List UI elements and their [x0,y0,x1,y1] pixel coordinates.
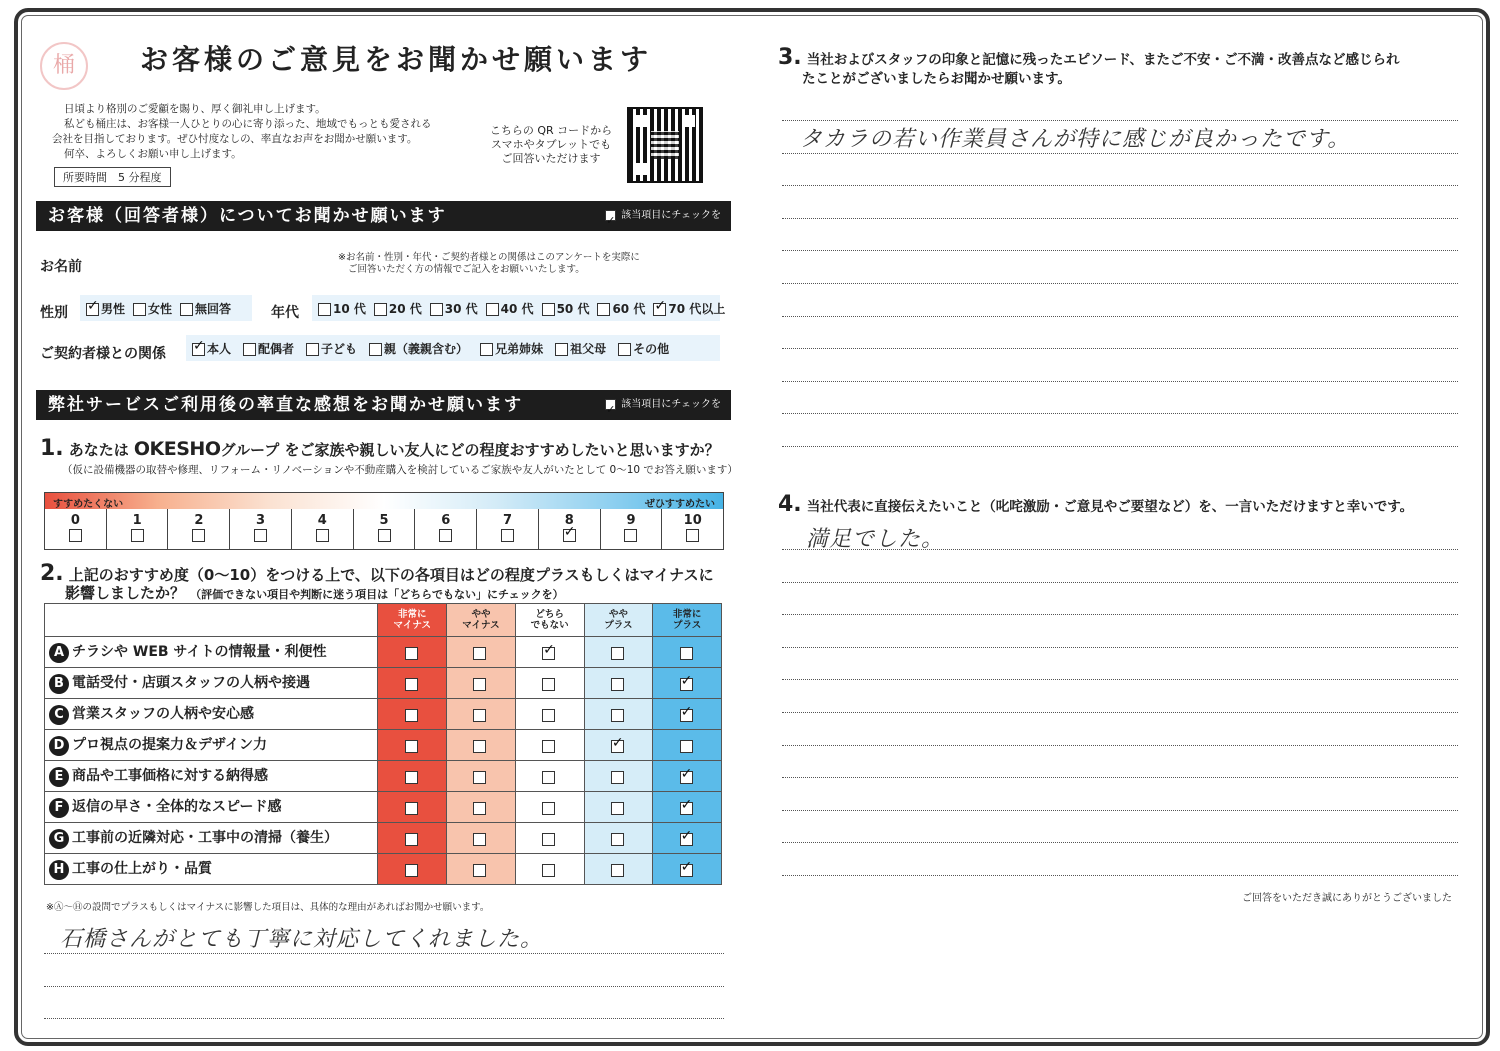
checkbox[interactable] [611,833,624,846]
scale-low-label: すすめたくない [53,499,124,510]
q1-text-post: グループ をご家族や親しい友人にどの程度おすすめしたいと思いますか？ [220,441,720,459]
checkbox[interactable] [69,529,82,542]
rating-cell[interactable] [515,854,584,885]
name-note-line: ご回答いただく方の情報でご記入をお願いいたします。 [348,264,585,275]
rating-cell[interactable] [653,730,722,761]
checkbox[interactable] [680,647,693,660]
matrix-row [45,761,722,792]
qr-caption-line: スマホやタブレットでも [490,138,612,151]
answer-line [782,250,1458,251]
intro-line: 私ども桶庄は、お客様一人ひとりの心に寄り添った、地域でもっとも愛される [64,118,432,130]
option-label: 子ども [321,341,358,356]
scale-number: 5 [379,513,389,528]
checkbox[interactable] [131,529,144,542]
relation-option[interactable] [369,340,468,357]
col-header-line: やや [471,609,491,620]
checkbox[interactable] [542,740,555,753]
answer-line [782,348,1458,349]
col-header [653,604,722,637]
scale-option[interactable] [107,509,169,549]
answer-line [782,810,1458,811]
scale-option[interactable] [539,509,601,549]
scale-number: 0 [70,513,80,528]
page-title: お客様のご意見をお聞かせ願います [140,43,653,76]
option-label: 兄弟姉妹 [495,341,544,356]
rating-cell[interactable] [653,854,722,885]
checkbox[interactable] [378,529,391,542]
qr-caption-line: こちらの QR コードから [489,124,613,137]
row-label: プロ視点の提案力＆デザイン力 [72,737,268,753]
rating-cell[interactable] [378,792,447,823]
relation-option[interactable] [243,340,294,357]
gender-option[interactable] [133,300,172,317]
col-header-line: マイナス [462,620,500,631]
checkbox[interactable] [624,529,637,542]
matrix-row [45,637,722,668]
thanks-message: ご回答をいただき誠にありがとうございました [1242,893,1452,904]
answer-line [782,712,1458,713]
scale-high-label: ぜひすすめたい [644,499,715,510]
intro-line: 会社を目指しております。ぜひ忖度なしの、率直なお声をお聞かせ願います。 [52,133,418,145]
scale-option[interactable] [230,509,292,549]
rating-cell[interactable] [378,823,447,854]
scale-option[interactable] [415,509,477,549]
row-letter-badge: G [49,829,69,849]
gender-label: 性別 [40,305,68,321]
rating-cell[interactable] [378,668,447,699]
scale-number: 3 [256,513,266,528]
name-label: お名前 [40,259,82,275]
reason-note: ※Ⓐ〜Ⓗの設問でプラスもしくはマイナスに影響した項目は、具体的な理由があればお聞かせ願います。 [46,902,490,913]
gender-option[interactable] [180,300,231,317]
rating-cell[interactable] [653,637,722,668]
question-number: 2. [40,561,64,586]
checkbox[interactable] [597,303,610,316]
scale-option[interactable] [168,509,230,549]
checkbox[interactable] [405,833,418,846]
checkbox[interactable] [316,529,329,542]
checkbox[interactable] [611,802,624,815]
col-header-line: どちら [535,609,564,620]
option-label: 60 代 [612,301,646,316]
checkbox[interactable] [542,709,555,722]
rating-cell[interactable] [584,730,653,761]
col-header-line: やや [608,609,628,620]
col-header-line: プラス [673,620,702,631]
row-label: 電話受付・店頭スタッフの人柄や接遇 [72,675,310,691]
question-number: 3. [778,45,802,70]
age-option[interactable] [653,300,725,317]
option-label: 20 代 [388,301,422,316]
q4-question [778,492,1413,517]
row-label-cell [45,699,378,730]
scale-number: 10 [683,513,702,528]
checkbox[interactable] [473,833,486,846]
rating-cell[interactable] [378,699,447,730]
checkbox[interactable] [480,343,493,356]
row-letter-badge: A [49,643,69,663]
option-label: 男性 [101,301,126,316]
age-option[interactable] [597,300,645,317]
rating-cell[interactable] [584,761,653,792]
row-label: 営業スタッフの人柄や安心感 [72,706,254,722]
row-label-cell [45,668,378,699]
scale-number: 6 [441,513,451,528]
relation-option[interactable] [306,340,357,357]
row-letter-badge: B [49,674,69,694]
scale-number: 2 [194,513,204,528]
col-header [515,604,584,637]
checkbox[interactable] [405,740,418,753]
checkbox[interactable] [405,771,418,784]
checkbox[interactable] [611,771,624,784]
checkbox[interactable] [542,678,555,691]
row-label: チラシや WEB サイトの情報量・利便性 [72,644,327,660]
answer-line [782,549,1458,550]
checkbox[interactable] [243,343,256,356]
checkbox[interactable] [473,740,486,753]
rating-cell[interactable] [378,730,447,761]
row-label: 返信の早さ・全体的なスピード感 [72,799,282,815]
option-label: 70 代以上 [668,301,726,316]
col-header [447,604,516,637]
answer-line [782,185,1458,186]
answer-line [782,120,1458,121]
answer-line [782,153,1458,154]
checkbox[interactable] [611,709,624,722]
row-letter-badge: H [49,860,69,880]
checkbox[interactable] [611,678,624,691]
q1-text-pre: あなたは [68,441,129,459]
checkbox[interactable] [405,864,418,877]
check-hint [605,201,721,231]
rating-cell[interactable] [378,761,447,792]
rating-cell[interactable] [653,668,722,699]
option-label: 40 代 [500,301,534,316]
age-options [312,295,726,321]
relation-option[interactable] [618,340,669,357]
checkbox[interactable] [86,303,99,316]
checkbox[interactable] [611,864,624,877]
checkbox[interactable] [555,343,568,356]
rating-cell[interactable] [515,792,584,823]
checkbox[interactable] [473,709,486,722]
age-option[interactable] [430,300,478,317]
gender-option[interactable] [86,300,125,317]
q2-line2 [65,582,564,603]
check-hint-text: 該当項目にチェックを [621,210,721,221]
option-label: 女性 [148,301,173,316]
section2-header [36,390,731,420]
checkbox[interactable] [439,529,452,542]
scale-number: 7 [502,513,513,528]
scale-number: 8 [564,513,574,528]
rating-cell[interactable] [584,792,653,823]
intro-line: 何卒、よろしくお願い申し上げます。 [64,148,242,160]
relation-label: ご契約者様との関係 [40,346,166,362]
qr-caption [484,124,618,166]
checkbox[interactable] [473,802,486,815]
checkbox[interactable] [405,709,418,722]
q2-text-line1: 上記のおすすめ度（0〜10）をつける上で、以下の各項目はどの程度プラスもしくはマイナスに [68,566,714,584]
age-option[interactable] [374,300,422,317]
answer-line [782,647,1458,648]
checkbox[interactable] [306,343,319,356]
check-hint [605,390,721,420]
answer-line [782,777,1458,778]
age-option[interactable] [542,300,590,317]
scale-option[interactable] [601,509,663,549]
rating-cell[interactable] [378,637,447,668]
checkbox[interactable] [680,740,693,753]
q3-text-line1: 当社およびスタッフの印象と記憶に残ったエピソード、またご不安・ご不満・改善点など感じられ [806,52,1400,68]
answer-line [782,218,1458,219]
col-header-line: 非常に [672,609,702,620]
checkbox[interactable] [611,740,624,753]
answer-line [782,413,1458,414]
company-logo: 桶 [40,42,88,90]
scale-option[interactable] [662,509,723,549]
checkbox[interactable] [374,303,387,316]
option-label: 祖父母 [570,341,607,356]
answer-line [782,582,1458,583]
checkbox[interactable] [680,709,693,722]
relation-option[interactable] [480,340,543,357]
matrix-header-row [45,604,722,637]
checkbox[interactable] [618,343,631,356]
intro-text [52,102,472,162]
section1-title: お客様（回答者様）についてお聞かせ願います [48,206,447,226]
question-number: 4. [778,492,802,517]
checkbox-icon [605,210,616,221]
time-required-box: 所要時間 5 分程度 [54,167,171,187]
rating-cell[interactable] [515,637,584,668]
checkbox[interactable] [501,529,514,542]
row-letter-badge: F [49,798,69,818]
scale-option[interactable] [354,509,416,549]
checkbox[interactable] [405,647,418,660]
gender-options [80,295,252,321]
age-option[interactable] [486,300,534,317]
influence-matrix [44,603,722,885]
rating-cell[interactable] [515,668,584,699]
section1-header [36,201,731,231]
answer-line [44,1018,724,1019]
checkbox[interactable] [430,303,443,316]
answer-line [44,986,724,987]
option-label: 10 代 [333,301,366,316]
scale-number: 1 [132,513,142,528]
row-label: 商品や工事価格に対する納得感 [72,768,268,784]
relation-option[interactable] [192,340,231,357]
matrix-row [45,823,722,854]
answer-line [782,614,1458,615]
rating-cell[interactable] [515,730,584,761]
intro-line: 日頃より格別のご愛顧を賜り、厚く御礼申し上げます。 [64,103,326,115]
checkbox[interactable] [192,343,205,356]
checkbox[interactable] [369,343,382,356]
checkbox[interactable] [133,303,146,316]
matrix-row [45,699,722,730]
row-label: 工事前の近隣対応・工事中の清掃（養生） [72,830,338,846]
answer-line [782,283,1458,284]
row-label-cell [45,637,378,668]
question-number: 1. [40,436,64,461]
answer-line [782,679,1458,680]
scale-option[interactable] [292,509,354,549]
row-letter-badge: E [49,767,69,787]
scale-option[interactable] [45,509,107,549]
relation-option[interactable] [555,340,606,357]
relation-options [186,335,720,361]
rating-cell[interactable] [584,854,653,885]
rating-cell[interactable] [378,854,447,885]
scale-option[interactable] [477,509,539,549]
rating-cell[interactable] [447,761,516,792]
col-header [584,604,653,637]
rating-cell[interactable] [653,823,722,854]
checkbox[interactable] [473,647,486,660]
checkbox[interactable] [405,802,418,815]
checkbox[interactable] [542,303,555,316]
rating-cell[interactable] [653,792,722,823]
answer-line [782,381,1458,382]
matrix-row [45,792,722,823]
age-label: 年代 [271,305,299,321]
rating-cell[interactable] [447,792,516,823]
matrix-row [45,668,722,699]
checkbox[interactable] [680,802,693,815]
scale-number: 9 [626,513,636,528]
row-label-cell [45,761,378,792]
checkbox[interactable] [473,771,486,784]
reason-answer[interactable]: 石橋さんがとても丁寧に対応してくれました。 [60,927,544,952]
checkbox[interactable] [180,303,193,316]
option-label: 30 代 [444,301,478,316]
checkbox[interactable] [680,678,693,691]
checkbox-icon [605,399,616,410]
rating-cell[interactable] [447,637,516,668]
rating-cell[interactable] [447,823,516,854]
option-label: 配偶者 [258,341,295,356]
name-note-line: ※お名前・性別・年代・ご契約者様との関係はこのアンケートを実際に [338,252,640,263]
matrix-row [45,854,722,885]
scale-number: 4 [317,513,327,528]
qr-caption-line: ご回答いただけます [501,152,601,165]
option-label: その他 [633,341,670,356]
option-label: 無回答 [195,301,232,316]
rating-cell[interactable] [653,761,722,792]
row-label-cell [45,823,378,854]
rating-cell[interactable] [515,699,584,730]
qr-code[interactable] [627,107,703,183]
checkbox[interactable] [611,647,624,660]
option-label: 本人 [207,341,232,356]
rating-cell[interactable] [584,699,653,730]
answer-line [782,875,1458,876]
q1-question [40,436,720,461]
col-header-line: でもない [530,620,569,631]
scale-gradient [45,493,723,509]
rating-cell[interactable] [584,668,653,699]
col-header-line: マイナス [393,620,431,631]
check-hint-text: 該当項目にチェックを [621,399,721,410]
recommend-scale [44,492,724,550]
rating-cell[interactable] [653,699,722,730]
answer-line [782,316,1458,317]
brand-name: OKESHO [133,438,221,460]
rating-cell[interactable] [515,761,584,792]
rating-cell[interactable] [447,854,516,885]
row-label: 工事の仕上がり・品質 [72,861,212,877]
checkbox[interactable] [318,303,331,316]
checkbox[interactable] [653,303,666,316]
row-letter-badge: D [49,736,69,756]
age-option[interactable] [318,300,366,317]
checkbox[interactable] [563,529,576,542]
checkbox[interactable] [192,529,205,542]
option-label: 50 代 [556,301,590,316]
checkbox[interactable] [680,864,693,877]
checkbox[interactable] [680,833,693,846]
checkbox[interactable] [486,303,499,316]
row-label-cell [45,854,378,885]
option-label: 親（義親含む） [384,341,469,356]
rating-cell[interactable] [584,637,653,668]
row-label-cell [45,730,378,761]
checkbox[interactable] [686,529,699,542]
answer-line [782,745,1458,746]
q1-note: （仮に設備機器の取替や修理、リフォーム・リノベーションや不動産購入を検討しているご家族や友人がいたとして 0〜10 でお答え願います） [62,464,738,476]
checkbox[interactable] [680,771,693,784]
rating-cell[interactable] [515,823,584,854]
checkbox[interactable] [405,678,418,691]
answer-line [782,842,1458,843]
rating-cell[interactable] [447,699,516,730]
col-header-line: 非常に [398,609,427,620]
rating-cell[interactable] [447,668,516,699]
q2-text-line2: 影響しましたか？ [65,584,186,602]
answer-line [44,953,724,954]
checkbox[interactable] [542,802,555,815]
checkbox[interactable] [473,678,486,691]
rating-cell[interactable] [447,730,516,761]
q3-text-line2: たことがございましたらお聞かせ願います。 [802,71,1071,87]
col-header-line: プラス [604,620,633,631]
checkbox[interactable] [254,529,267,542]
q4-text: 当社代表に直接伝えたいこと（叱咤激励・ご意見やご要望など）を、一言いただけますと幸いです。 [806,499,1414,515]
matrix-row [45,730,722,761]
section2-title: 弊社サービスご利用後の率直な感想をお聞かせ願います [48,395,523,415]
row-label-cell [45,792,378,823]
checkbox[interactable] [542,833,555,846]
answer-line [782,446,1458,447]
checkbox[interactable] [473,864,486,877]
row-letter-badge: C [49,705,69,725]
col-header [378,604,447,637]
q4-answer[interactable]: 満足でした。 [806,527,945,552]
checkbox[interactable] [542,647,555,660]
q3-answer[interactable]: タカラの若い作業員さんが特に感じが良かったです。 [800,127,1351,152]
q2-note: （評価できない項目や判断に迷う項目は「どちらでもない」にチェックを） [190,588,564,601]
matrix-corner [45,604,378,637]
scale-cells [45,509,723,549]
rating-cell[interactable] [584,823,653,854]
name-note [338,252,640,276]
checkbox[interactable] [542,771,555,784]
checkbox[interactable] [542,864,555,877]
